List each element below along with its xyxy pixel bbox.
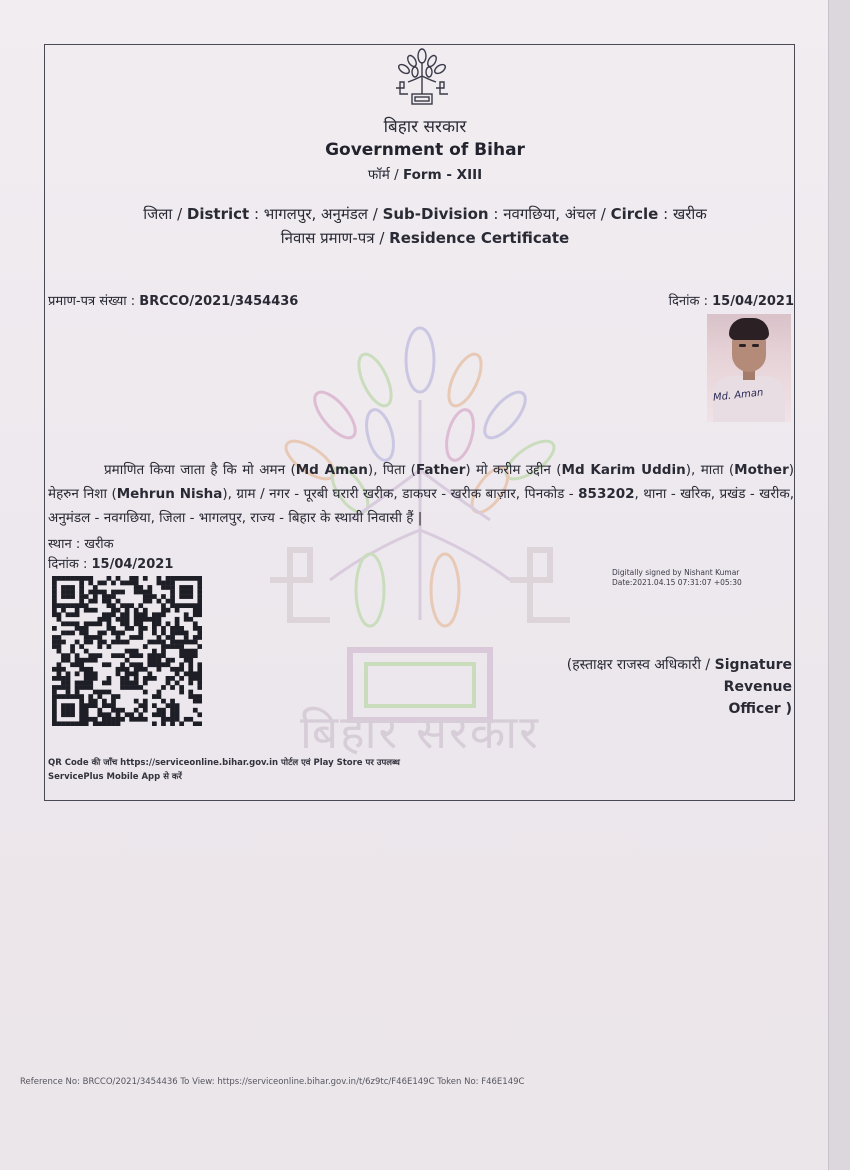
circle-value: खरीक [672, 205, 707, 223]
place-label: स्थान : [48, 537, 81, 552]
bottom-date-label: दिनांक : [48, 557, 88, 572]
district-line: जिला / District : भागलपुर, अनुमंडल / Sub-Division : नवगछिया, अंचल / Circle : खरीक [143, 205, 707, 223]
qr-code-icon[interactable] [52, 576, 202, 726]
body-text-part: प्रमाणित किया जाता है कि मो अमन ( [104, 462, 296, 478]
place [48, 534, 114, 552]
photo-signature: Md. Aman [712, 387, 764, 404]
mother-label: Mother [734, 462, 789, 478]
bodhi-tree-emblem-icon [390, 48, 454, 112]
form-hindi: फॉर्म [367, 167, 390, 183]
body-text-part: ) मेहरुन निशा ( [48, 462, 795, 502]
applicant-name: Md Aman [295, 462, 368, 478]
qr-note-line-2: ServicePlus Mobile App से करें [48, 772, 182, 782]
signature-label-hi: (हस्ताक्षर राजस्व अधिकारी / [566, 657, 711, 673]
body-text-part: ) मो करीम उद्दीन ( [465, 462, 562, 478]
father-name: Md Karim Uddin [561, 462, 686, 478]
body-text-part: ), ग्राम / नगर - पूरबी घरारी खरीक, डाकघर - खरीक बाज़ार, पिनकोड - [222, 486, 579, 502]
digital-signature-name: Digitally signed by Nishant Kumar [612, 568, 740, 577]
district-value: भागलपुर [263, 205, 312, 223]
applicant-photo [707, 314, 791, 422]
english-government-title: Government of Bihar [325, 140, 525, 160]
form-english: Form - XIII [402, 167, 483, 183]
subdivision-label-hi: अनुमंडल [321, 205, 368, 223]
body-text-part: , थाना - खरिक, प्रखंड - खरीक, अनुमंडल - नवगछिया, जिला - भागलपुर, राज्य - बिहार के स्थायी निवासी हैं | [48, 486, 794, 526]
reference-footer: Reference No: BRCCO/2021/3454436 To View: https://serviceonline.bihar.gov.in/t/6z9tc/F46E149C Token No: F46E149C [20, 1077, 525, 1087]
qr-verification-note [48, 756, 468, 784]
signature-label-en-2: Officer ) [728, 701, 792, 717]
circle-label-hi: अंचल [564, 205, 596, 223]
mother-name: Mehrun Nisha [116, 486, 223, 502]
circle-label-en: Circle [610, 205, 659, 223]
certificate-number-label: प्रमाण-पत्र संख्या : [48, 294, 136, 309]
subdivision-value: नवगछिया [503, 205, 556, 223]
hindi-government-title: बिहार सरकार [383, 117, 467, 137]
issue-date-label: दिनांक : [668, 294, 708, 309]
form-separator: / [389, 167, 403, 183]
pincode: 853202 [578, 486, 635, 502]
father-label: Father [415, 462, 466, 478]
issue-date-value: 15/04/2021 [712, 294, 794, 309]
body-text-part: ), पिता ( [367, 462, 416, 478]
subdivision-label-en: Sub-Division [382, 205, 489, 223]
signature-label-en-1: Signature Revenue [714, 657, 792, 695]
bottom-date [48, 554, 173, 572]
certificate-number [48, 291, 298, 309]
body-text-part: ), माता ( [685, 462, 735, 478]
certificate-body [48, 458, 794, 530]
certificate-title: निवास प्रमाण-पत्र / Residence Certificate [280, 229, 570, 247]
watermark-text: बिहार सरकार [300, 705, 540, 759]
place-value: खरीक [84, 537, 114, 552]
issue-date [669, 291, 794, 309]
certificate-number-value: BRCCO/2021/3454436 [139, 294, 299, 309]
digital-signature-date: Date:2021.04.15 07:31:07 +05:30 [612, 578, 742, 587]
qr-note-line-1: QR Code की जाँच https://serviceonline.bihar.gov.in पोर्टल एवं Play Store पर उपलब्ध [48, 758, 400, 768]
form-number [0, 165, 850, 183]
signature-block [496, 654, 792, 720]
district-label-en: District [186, 205, 250, 223]
certificate-title-hi: निवास प्रमाण-पत्र [280, 229, 375, 247]
digital-signature [612, 568, 742, 588]
certificate-title-en: Residence Certificate [389, 229, 570, 247]
district-label-hi: जिला [143, 205, 173, 223]
bottom-date-value: 15/04/2021 [91, 557, 174, 572]
